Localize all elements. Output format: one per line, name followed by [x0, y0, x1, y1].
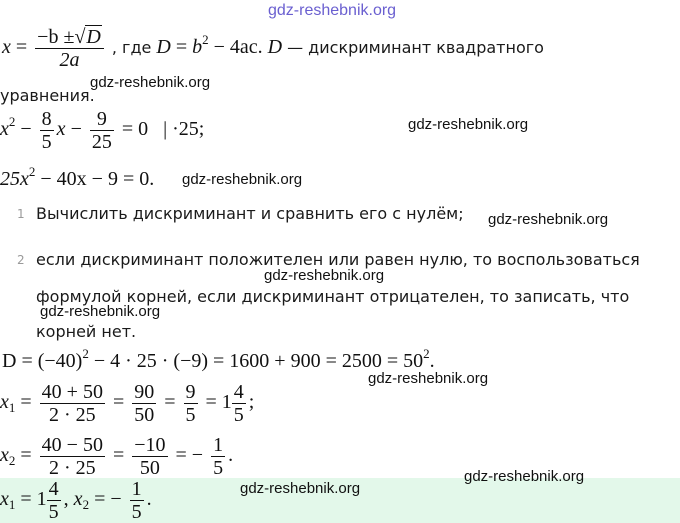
- final-answer: $x_1 = 1$ $\frac{4}{5}$ , $x_2$ = − $\frac{1}{5}$ .: [0, 478, 152, 523]
- watermark: gdz-reshebnik.org: [488, 211, 609, 228]
- root-x1: $x_1$ = $\frac{40 + 50}{2 \cdot 25}$ = $\frac{90}{50}$ = $\frac{9}{5}$ = 1 $\frac{4}{5}$ ;: [0, 381, 255, 426]
- step-text: Вычислить дискриминант и сравнить его с нулём;: [36, 204, 464, 223]
- watermark: gdz-reshebnik.org: [40, 303, 161, 320]
- step-text: корней нет.: [36, 322, 137, 341]
- formula-continuation: уравнения.: [0, 86, 95, 105]
- watermark: gdz-reshebnik.org: [264, 267, 385, 284]
- watermark: gdz-reshebnik.org: [408, 116, 529, 133]
- formula-fraction: $\frac{-b \pm√D}{2a}$: [35, 26, 104, 71]
- step-number: 1: [17, 207, 25, 221]
- watermark: gdz-reshebnik.org: [182, 171, 303, 188]
- discriminant-calc: $D = (-40)^2 - 4 \cdot 25 \cdot (-9) = 1600 + 900 = 2500 = 50^2$.: [2, 346, 435, 372]
- step-number: 2: [17, 253, 25, 267]
- watermark: gdz-reshebnik.org: [368, 370, 489, 387]
- equation-fractional: $x^2$ − $\frac{8}{5}$ x − $\frac{9}{25}$ = 0 | ·25;: [0, 108, 205, 153]
- root-x2: $x_2$ = $\frac{40 - 50}{2 \cdot 25}$ = $\frac{-10}{50}$ = − $\frac{1}{5}$ .: [0, 434, 234, 479]
- step-text: формулой корней, если дискриминант отрицателен, то записать, что: [36, 287, 630, 306]
- step-text: если дискриминант положителен или равен нулю, то воспользоваться: [36, 250, 640, 269]
- equation-integer: $25x^2 - 40x - 9 = 0$.: [0, 164, 155, 190]
- watermark-top: gdz-reshebnik.org: [268, 2, 397, 19]
- quadratic-formula: x = $\frac{-b \pm√D}{2a}$ , где $D = b^2 - 4ac$. D — дискриминант квадратного: [2, 26, 544, 71]
- watermark: gdz-reshebnik.org: [90, 74, 211, 91]
- watermark: gdz-reshebnik.org: [240, 480, 361, 497]
- watermark: gdz-reshebnik.org: [464, 468, 585, 485]
